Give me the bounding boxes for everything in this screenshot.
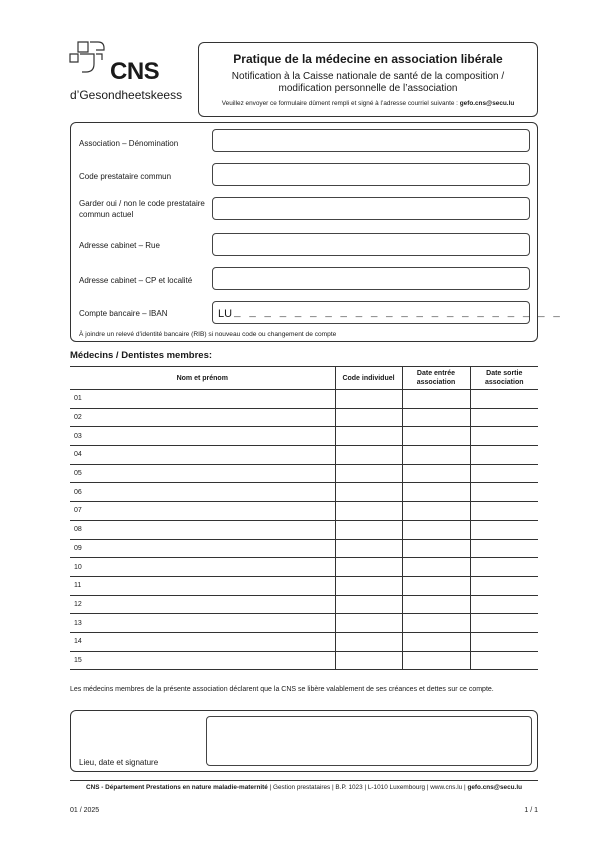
member-date-in-cell[interactable] <box>402 614 470 633</box>
member-date-out-cell[interactable] <box>470 576 538 595</box>
member-code-cell[interactable] <box>335 651 402 670</box>
member-code-cell[interactable] <box>335 408 402 427</box>
input-keep-code[interactable] <box>212 197 530 220</box>
member-code-cell[interactable] <box>335 632 402 651</box>
member-code-cell[interactable] <box>335 576 402 595</box>
label-locality: Adresse cabinet – CP et localité <box>79 276 193 285</box>
iban-prefix: LU <box>218 308 233 320</box>
member-code-cell[interactable] <box>335 520 402 539</box>
form-version: 01 / 2025 <box>70 807 100 814</box>
footer-email: gefo.cns@secu.lu <box>467 784 522 791</box>
member-code-cell[interactable] <box>335 539 402 558</box>
form-header <box>198 42 538 117</box>
member-date-in-cell[interactable] <box>402 539 470 558</box>
member-date-out-cell[interactable] <box>470 502 538 521</box>
member-date-out-cell[interactable] <box>470 539 538 558</box>
footer <box>70 780 538 791</box>
form-subtitle: Notification à la Caisse nationale de santé de la composition / modification personnelle de l’association <box>231 71 505 94</box>
member-code-cell[interactable] <box>335 464 402 483</box>
member-code-cell[interactable] <box>335 446 402 465</box>
member-date-in-cell[interactable] <box>402 651 470 670</box>
submission-note-text: Veuillez envoyer ce formulaire dûment rempli et signé à l’adresse courriel suivante : <box>221 100 460 107</box>
signature-field[interactable] <box>206 716 532 766</box>
member-date-in-cell[interactable] <box>402 408 470 427</box>
table-row <box>70 408 538 427</box>
member-date-in-cell[interactable] <box>402 483 470 502</box>
member-date-in-cell[interactable] <box>402 576 470 595</box>
member-date-in-cell[interactable] <box>402 464 470 483</box>
member-date-out-cell[interactable] <box>470 595 538 614</box>
member-date-out-cell[interactable] <box>470 651 538 670</box>
member-name-cell[interactable]: 06 <box>70 483 335 502</box>
member-date-out-cell[interactable] <box>470 614 538 633</box>
page-number: 1 / 1 <box>524 807 538 814</box>
label-street: Adresse cabinet – Rue <box>79 241 160 250</box>
form-title: Pratique de la médecine en association libérale <box>233 52 503 66</box>
table-row <box>70 539 538 558</box>
table-row <box>70 632 538 651</box>
member-name-cell[interactable]: 03 <box>70 427 335 446</box>
submission-email: gefo.cns@secu.lu <box>459 100 515 107</box>
member-date-out-cell[interactable] <box>470 483 538 502</box>
member-name-cell[interactable]: 15 <box>70 651 335 670</box>
member-date-out-cell[interactable] <box>470 408 538 427</box>
signature-section <box>70 710 538 772</box>
table-row <box>70 520 538 539</box>
cns-logo <box>68 40 183 102</box>
member-date-in-cell[interactable] <box>402 446 470 465</box>
member-date-out-cell[interactable] <box>470 427 538 446</box>
input-street[interactable] <box>212 233 530 256</box>
member-date-in-cell[interactable] <box>402 520 470 539</box>
table-row <box>70 558 538 577</box>
member-name-cell[interactable]: 01 <box>70 390 335 409</box>
table-row <box>70 614 538 633</box>
table-row <box>70 651 538 670</box>
submission-note <box>199 100 537 107</box>
logo-name: CNS <box>110 58 160 85</box>
member-date-in-cell[interactable] <box>402 427 470 446</box>
member-name-cell[interactable]: 14 <box>70 632 335 651</box>
col-header-date-out: Date sortie association <box>470 367 538 390</box>
table-row <box>70 446 538 465</box>
table-row <box>70 576 538 595</box>
label-iban: Compte bancaire – IBAN <box>79 309 168 318</box>
table-row <box>70 464 538 483</box>
label-keep-code: Garder oui / non le code prestataire commun actuel <box>79 199 205 219</box>
member-code-cell[interactable] <box>335 558 402 577</box>
input-association-name[interactable] <box>212 129 530 152</box>
table-row <box>70 502 538 521</box>
input-locality[interactable] <box>212 267 530 290</box>
member-date-out-cell[interactable] <box>470 390 538 409</box>
rib-note: À joindre un relevé d’identité bancaire (RIB) si nouveau code ou changement de compte <box>79 331 337 338</box>
member-code-cell[interactable] <box>335 483 402 502</box>
member-date-out-cell[interactable] <box>470 464 538 483</box>
label-common-code: Code prestataire commun <box>79 172 172 181</box>
association-form <box>70 122 561 342</box>
declaration-text: Les médecins membres de la présente association déclarent que la CNS se libère valablement de ses créances et dettes sur ce compte. <box>70 686 494 693</box>
member-code-cell[interactable] <box>335 595 402 614</box>
members-title: Médecins / Dentistes membres: <box>70 350 213 361</box>
logo-subtitle: d’Gesondheetskeess <box>70 88 183 102</box>
member-code-cell[interactable] <box>335 390 402 409</box>
table-row <box>70 483 538 502</box>
input-iban[interactable] <box>212 301 561 324</box>
col-header-code: Code individuel <box>335 367 402 390</box>
member-name-cell[interactable]: 10 <box>70 558 335 577</box>
member-date-out-cell[interactable] <box>470 520 538 539</box>
member-code-cell[interactable] <box>335 427 402 446</box>
table-row <box>70 595 538 614</box>
member-date-in-cell[interactable] <box>402 502 470 521</box>
member-date-out-cell[interactable] <box>470 446 538 465</box>
member-name-cell[interactable]: 07 <box>70 502 335 521</box>
member-date-in-cell[interactable] <box>402 595 470 614</box>
col-header-name: Nom et prénom <box>70 367 335 390</box>
member-name-cell[interactable]: 05 <box>70 464 335 483</box>
members-table <box>70 366 538 670</box>
table-row <box>70 427 538 446</box>
member-date-out-cell[interactable] <box>470 632 538 651</box>
member-date-out-cell[interactable] <box>470 558 538 577</box>
iban-placeholder: _ _ _ _ _ _ _ _ _ _ _ _ _ _ _ _ _ _ _ _ _ _ <box>234 308 561 320</box>
member-code-cell[interactable] <box>335 614 402 633</box>
member-code-cell[interactable] <box>335 502 402 521</box>
col-header-date-in: Date entrée association <box>402 367 470 390</box>
member-name-cell[interactable]: 08 <box>70 520 335 539</box>
member-name-cell[interactable]: 11 <box>70 576 335 595</box>
member-name-cell[interactable]: 02 <box>70 408 335 427</box>
member-name-cell[interactable]: 12 <box>70 595 335 614</box>
member-name-cell[interactable]: 09 <box>70 539 335 558</box>
table-row <box>70 390 538 409</box>
footer-details: | Gestion prestataires | B.P. 1023 | L-1010 Luxembourg | www.cns.lu | <box>267 784 468 791</box>
signature-label: Lieu, date et signature <box>79 758 159 767</box>
label-association-name: Association – Dénomination <box>79 139 179 148</box>
members-header-row <box>70 367 538 390</box>
member-date-in-cell[interactable] <box>402 558 470 577</box>
member-name-cell[interactable]: 04 <box>70 446 335 465</box>
member-name-cell[interactable]: 13 <box>70 614 335 633</box>
input-common-code[interactable] <box>212 163 530 186</box>
footer-org: CNS - Département Prestations en nature maladie-maternité <box>85 784 268 791</box>
cns-logo-mark-icon <box>68 40 108 76</box>
member-date-in-cell[interactable] <box>402 390 470 409</box>
member-date-in-cell[interactable] <box>402 632 470 651</box>
